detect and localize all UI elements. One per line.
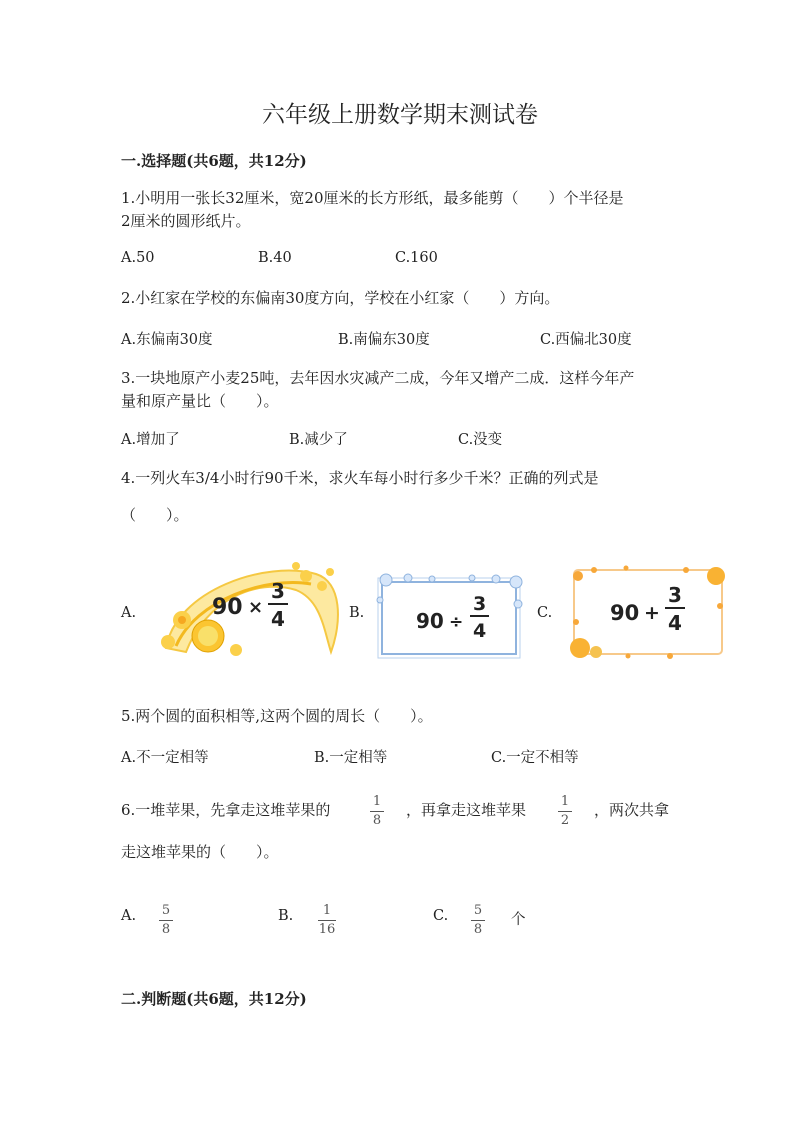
option-b-expression-card[interactable] (372, 570, 528, 662)
question-6-option-a-fraction (159, 903, 173, 938)
question-6-line-2: 走这堆苹果的（ ）。 (121, 843, 279, 861)
option-c-expression-card[interactable] (566, 562, 730, 662)
section-heading-choice: 一.选择题(共6题，共12分) (121, 152, 307, 170)
option-a-numerator: 3 (271, 579, 285, 603)
question-3-line-1: 3.一块地原产小麦25吨，去年因水灾减产二成，今年又增产二成．这样今年产 (121, 369, 635, 387)
question-6-option-b-label[interactable]: B. (278, 908, 294, 924)
question-2-text: 2.小红家在学校的东偏南30度方向，学校在小红家（ ）方向。 (121, 289, 560, 307)
question-5-text: 5.两个圆的面积相等,这两个圆的周长（ ）。 (121, 707, 433, 725)
option-b-numerator: 3 (473, 593, 487, 615)
question-3-option-b[interactable]: B.减少了 (289, 432, 348, 448)
option-b-operator: ÷ (449, 612, 464, 632)
question-5-option-a[interactable]: A.不一定相等 (121, 750, 209, 766)
fraction-denominator: 8 (161, 922, 171, 937)
question-6-fraction-1 (370, 794, 384, 829)
question-1-option-b[interactable]: B.40 (258, 250, 292, 266)
question-6-option-b-fraction (318, 903, 336, 938)
question-2-option-b[interactable]: B.南偏东30度 (338, 332, 430, 348)
fraction-bar (318, 920, 336, 921)
fraction-denominator: 16 (318, 922, 336, 937)
fraction-numerator: 5 (473, 903, 483, 918)
question-1-line-2: 2厘米的圆形纸片。 (121, 212, 251, 230)
option-c-left-operand: 90 (610, 601, 640, 625)
section-heading-true-false: 二.判断题(共6题，共12分) (121, 990, 307, 1008)
option-a-denominator: 4 (271, 607, 285, 631)
fraction-bar (370, 811, 384, 812)
question-1-option-a[interactable]: A.50 (121, 250, 155, 266)
option-a-operator: × (248, 597, 264, 618)
question-1-line-1: 1.小明用一张长32厘米，宽20厘米的长方形纸，最多能剪（ ）个半径是 (121, 189, 624, 207)
fraction-bar (159, 920, 173, 921)
option-c-operator: + (644, 602, 660, 624)
option-b-left-operand: 90 (416, 609, 444, 633)
fraction-numerator: 1 (322, 903, 332, 918)
question-3-option-c[interactable]: C.没变 (458, 432, 503, 448)
question-6-text-part-1: 6.一堆苹果，先拿走这堆苹果的 (121, 801, 331, 819)
question-1-option-c[interactable]: C.160 (395, 250, 438, 266)
option-a-left-operand: 90 (212, 595, 243, 620)
question-4-line-2: （ ）。 (121, 506, 189, 524)
fraction-bar (558, 811, 572, 812)
question-4-option-b-label[interactable]: B. (349, 605, 365, 621)
fraction-denominator: 8 (372, 813, 382, 828)
fraction-numerator: 1 (560, 794, 570, 809)
question-4-option-c-label[interactable]: C. (537, 605, 553, 621)
fraction-bar (471, 920, 485, 921)
question-6-text-part-2: ，再拿走这堆苹果 (406, 801, 527, 819)
fraction-denominator: 2 (560, 813, 570, 828)
question-3-line-2: 量和原产量比（ ）。 (121, 392, 279, 410)
question-6-option-c-unit: 个 (511, 912, 526, 928)
question-5-option-c[interactable]: C.一定不相等 (491, 750, 579, 766)
question-2-option-a[interactable]: A.东偏南30度 (121, 332, 213, 348)
question-2-option-c[interactable]: C.西偏北30度 (540, 332, 632, 348)
option-c-numerator: 3 (668, 583, 682, 607)
option-a-expression-card[interactable] (146, 560, 344, 662)
option-b-denominator: 4 (473, 620, 487, 642)
option-c-denominator: 4 (668, 611, 682, 635)
question-6-option-c-fraction (471, 903, 485, 938)
question-6-option-a-label[interactable]: A. (121, 908, 137, 924)
fraction-denominator: 8 (473, 922, 483, 937)
page-title: 六年级上册数学期末测试卷 (262, 102, 538, 128)
fraction-numerator: 1 (372, 794, 382, 809)
question-3-option-a[interactable]: A.增加了 (121, 432, 180, 448)
question-5-option-b[interactable]: B.一定相等 (314, 750, 388, 766)
question-6-fraction-2 (558, 794, 572, 829)
question-6-option-c-label[interactable]: C. (433, 908, 449, 924)
question-4-line-1: 4.一列火车3/4小时行90千米，求火车每小时行多少千米？正确的列式是 (121, 469, 599, 487)
question-6-text-part-3: ，两次共拿 (594, 801, 670, 819)
question-4-option-a-label[interactable]: A. (121, 605, 137, 621)
fraction-numerator: 5 (161, 903, 171, 918)
